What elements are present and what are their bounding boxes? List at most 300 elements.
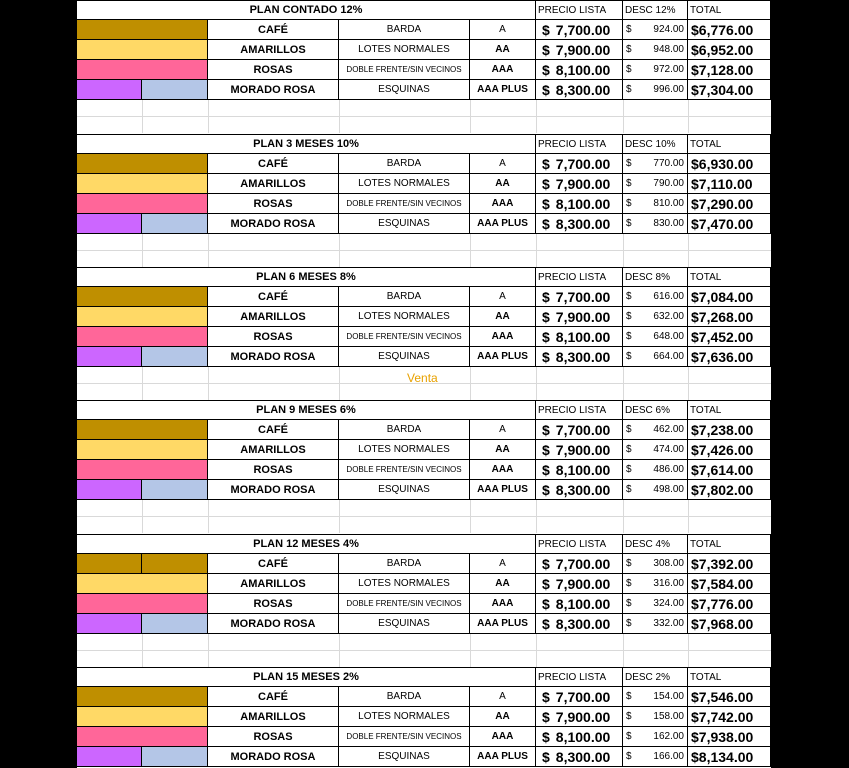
lot-description: ESQUINAS xyxy=(339,214,470,234)
color-swatch xyxy=(77,287,142,307)
discount xyxy=(623,347,688,367)
lot-name: CAFÉ xyxy=(208,687,339,707)
table-row[interactable] xyxy=(77,747,771,767)
list-price xyxy=(536,327,623,347)
table-row[interactable] xyxy=(77,554,771,574)
color-swatch xyxy=(142,727,208,747)
total-header: TOTAL xyxy=(688,267,771,287)
currency-sign: $ xyxy=(542,555,550,572)
currency-sign: $ xyxy=(626,331,632,342)
discount-value: 486.00 xyxy=(653,464,684,475)
color-swatch xyxy=(77,707,142,727)
discount-value: 664.00 xyxy=(653,351,684,362)
lot-name: CAFÉ xyxy=(208,554,339,574)
gridline xyxy=(470,234,471,267)
total-price: $7,802.00 xyxy=(688,480,771,500)
list-price xyxy=(536,480,623,500)
discount xyxy=(623,287,688,307)
color-swatch xyxy=(142,154,208,174)
lot-grade: AA xyxy=(470,307,536,327)
gridline xyxy=(536,100,537,133)
discount xyxy=(623,614,688,634)
gridline xyxy=(623,100,624,133)
total-price: $6,930.00 xyxy=(688,154,771,174)
color-swatch xyxy=(77,347,142,367)
currency-sign: $ xyxy=(626,578,632,589)
list-price-value: 7,700.00 xyxy=(555,155,611,172)
list-price-value: 7,700.00 xyxy=(555,688,611,705)
lot-description: DOBLE FRENTE/SIN VECINOS xyxy=(339,327,470,347)
table-row[interactable] xyxy=(77,327,771,347)
currency-sign: $ xyxy=(542,688,550,705)
discount xyxy=(623,747,688,767)
gridline xyxy=(77,516,771,517)
currency-sign: $ xyxy=(626,711,632,722)
gridline xyxy=(470,100,471,133)
list-price-value: 8,100.00 xyxy=(555,595,611,612)
color-swatch xyxy=(142,747,208,767)
discount xyxy=(623,707,688,727)
gridline xyxy=(208,500,209,533)
discount-value: 154.00 xyxy=(653,691,684,702)
desc-header: DESC 10% xyxy=(623,134,688,154)
currency-sign: $ xyxy=(626,598,632,609)
currency-sign: $ xyxy=(542,61,550,78)
gridline xyxy=(339,234,340,267)
list-price-value: 7,900.00 xyxy=(555,575,611,592)
currency-sign: $ xyxy=(542,175,550,192)
plan-title: PLAN 12 MESES 4% xyxy=(77,534,536,554)
list-price-value: 7,700.00 xyxy=(555,555,611,572)
color-swatch xyxy=(77,307,142,327)
table-row[interactable] xyxy=(77,420,771,440)
total-price: $7,452.00 xyxy=(688,327,771,347)
list-price-value: 7,700.00 xyxy=(555,421,611,438)
lot-grade: AAA PLUS xyxy=(470,214,536,234)
gridline xyxy=(77,650,771,651)
color-swatch xyxy=(142,440,208,460)
list-price xyxy=(536,707,623,727)
plan-title: PLAN CONTADO 12% xyxy=(77,0,536,20)
currency-sign: $ xyxy=(626,464,632,475)
color-swatch xyxy=(142,40,208,60)
color-swatch xyxy=(142,460,208,480)
lot-name: CAFÉ xyxy=(208,154,339,174)
table-row[interactable] xyxy=(77,80,771,100)
gridline xyxy=(688,100,689,133)
total-price: $7,304.00 xyxy=(688,80,771,100)
discount-value: 948.00 xyxy=(653,44,684,55)
list-price xyxy=(536,574,623,594)
color-swatch xyxy=(77,460,142,480)
discount-value: 810.00 xyxy=(653,198,684,209)
lot-grade: A xyxy=(470,420,536,440)
gridline xyxy=(623,234,624,267)
table-row[interactable] xyxy=(77,440,771,460)
total-price: $7,636.00 xyxy=(688,347,771,367)
list-price-value: 7,700.00 xyxy=(555,288,611,305)
lot-name: ROSAS xyxy=(208,327,339,347)
lot-description: ESQUINAS xyxy=(339,747,470,767)
lot-name: ROSAS xyxy=(208,60,339,80)
lot-description: DOBLE FRENTE/SIN VECINOS xyxy=(339,60,470,80)
currency-sign: $ xyxy=(626,311,632,322)
discount-value: 972.00 xyxy=(653,64,684,75)
gridline xyxy=(142,500,143,533)
table-row[interactable] xyxy=(77,574,771,594)
list-price xyxy=(536,287,623,307)
lot-name: AMARILLOS xyxy=(208,307,339,327)
color-swatch xyxy=(77,614,142,634)
currency-sign: $ xyxy=(626,64,632,75)
discount-value: 996.00 xyxy=(653,84,684,95)
list-price xyxy=(536,460,623,480)
discount xyxy=(623,20,688,40)
lot-name: ROSAS xyxy=(208,594,339,614)
desc-header: DESC 6% xyxy=(623,400,688,420)
table-row[interactable] xyxy=(77,687,771,707)
currency-sign: $ xyxy=(542,288,550,305)
color-swatch xyxy=(142,174,208,194)
list-price xyxy=(536,174,623,194)
table-row[interactable] xyxy=(77,347,771,367)
plan-block xyxy=(77,400,771,533)
discount xyxy=(623,727,688,747)
plan-header-row xyxy=(77,534,771,554)
gridline xyxy=(142,634,143,667)
lot-grade: AAA PLUS xyxy=(470,480,536,500)
discount-value: 498.00 xyxy=(653,484,684,495)
color-swatch xyxy=(77,727,142,747)
plan-header-row xyxy=(77,667,771,687)
currency-sign: $ xyxy=(542,708,550,725)
lot-name: AMARILLOS xyxy=(208,707,339,727)
lot-grade: AAA PLUS xyxy=(470,614,536,634)
currency-sign: $ xyxy=(626,424,632,435)
table-row[interactable] xyxy=(77,214,771,234)
discount xyxy=(623,420,688,440)
plan-block xyxy=(77,134,771,267)
discount-value: 162.00 xyxy=(653,731,684,742)
color-swatch xyxy=(77,687,142,707)
currency-sign: $ xyxy=(626,44,632,55)
discount-value: 474.00 xyxy=(653,444,684,455)
lot-description: BARDA xyxy=(339,154,470,174)
color-swatch xyxy=(77,214,142,234)
plan-block xyxy=(77,267,771,400)
gridline xyxy=(623,500,624,533)
plan-title: PLAN 9 MESES 6% xyxy=(77,400,536,420)
total-price: $7,110.00 xyxy=(688,174,771,194)
table-row[interactable] xyxy=(77,480,771,500)
currency-sign: $ xyxy=(542,421,550,438)
table-row[interactable] xyxy=(77,174,771,194)
currency-sign: $ xyxy=(542,41,550,58)
color-swatch xyxy=(142,214,208,234)
precio-lista-header: PRECIO LISTA xyxy=(536,134,623,154)
lot-description: DOBLE FRENTE/SIN VECINOS xyxy=(339,460,470,480)
discount xyxy=(623,174,688,194)
table-row[interactable] xyxy=(77,727,771,747)
color-swatch xyxy=(142,687,208,707)
lot-name: MORADO ROSA xyxy=(208,347,339,367)
table-row[interactable] xyxy=(77,194,771,214)
list-price xyxy=(536,554,623,574)
plan-header-row xyxy=(77,267,771,287)
total-price: $7,584.00 xyxy=(688,574,771,594)
currency-sign: $ xyxy=(542,595,550,612)
total-price: $7,742.00 xyxy=(688,707,771,727)
discount xyxy=(623,480,688,500)
spacer-rows xyxy=(77,367,771,400)
lot-grade: AA xyxy=(470,574,536,594)
color-swatch xyxy=(142,574,208,594)
precio-lista-header: PRECIO LISTA xyxy=(536,267,623,287)
currency-sign: $ xyxy=(626,24,632,35)
list-price xyxy=(536,687,623,707)
color-swatch xyxy=(142,707,208,727)
discount xyxy=(623,460,688,480)
currency-sign: $ xyxy=(542,461,550,478)
gridline xyxy=(536,234,537,267)
gridline xyxy=(339,500,340,533)
lot-name: ROSAS xyxy=(208,194,339,214)
lot-description: DOBLE FRENTE/SIN VECINOS xyxy=(339,594,470,614)
discount-value: 648.00 xyxy=(653,331,684,342)
spacer-rows xyxy=(77,634,771,667)
table-row[interactable] xyxy=(77,307,771,327)
currency-sign: $ xyxy=(626,291,632,302)
list-price-value: 7,700.00 xyxy=(555,21,611,38)
list-price xyxy=(536,80,623,100)
lot-name: MORADO ROSA xyxy=(208,747,339,767)
list-price xyxy=(536,40,623,60)
precio-lista-header: PRECIO LISTA xyxy=(536,400,623,420)
color-swatch xyxy=(142,480,208,500)
color-swatch xyxy=(77,554,142,574)
currency-sign: $ xyxy=(542,21,550,38)
list-price-value: 8,100.00 xyxy=(555,728,611,745)
currency-sign: $ xyxy=(626,198,632,209)
lot-description: ESQUINAS xyxy=(339,347,470,367)
discount xyxy=(623,60,688,80)
lot-name: ROSAS xyxy=(208,460,339,480)
gridline xyxy=(208,100,209,133)
table-row[interactable] xyxy=(77,40,771,60)
lot-grade: AAA PLUS xyxy=(470,747,536,767)
lot-description: ESQUINAS xyxy=(339,480,470,500)
lot-grade: AAA xyxy=(470,60,536,80)
discount xyxy=(623,440,688,460)
total-header: TOTAL xyxy=(688,134,771,154)
total-price: $7,776.00 xyxy=(688,594,771,614)
total-price: $7,268.00 xyxy=(688,307,771,327)
discount xyxy=(623,574,688,594)
table-row[interactable] xyxy=(77,60,771,80)
gridline xyxy=(688,234,689,267)
list-price-value: 8,100.00 xyxy=(555,61,611,78)
currency-sign: $ xyxy=(626,84,632,95)
currency-sign: $ xyxy=(542,348,550,365)
plan-header-row xyxy=(77,134,771,154)
discount xyxy=(623,594,688,614)
list-price-value: 8,300.00 xyxy=(555,481,611,498)
currency-sign: $ xyxy=(626,691,632,702)
list-price xyxy=(536,194,623,214)
lot-name: AMARILLOS xyxy=(208,174,339,194)
currency-sign: $ xyxy=(626,731,632,742)
discount xyxy=(623,307,688,327)
discount xyxy=(623,214,688,234)
lot-grade: A xyxy=(470,20,536,40)
discount xyxy=(623,687,688,707)
color-swatch xyxy=(77,20,142,40)
currency-sign: $ xyxy=(542,481,550,498)
color-swatch xyxy=(142,80,208,100)
gridline xyxy=(142,367,143,400)
gridline xyxy=(536,634,537,667)
plan-title: PLAN 3 MESES 10% xyxy=(77,134,536,154)
lot-grade: AAA xyxy=(470,327,536,347)
gridline xyxy=(536,500,537,533)
list-price-value: 8,300.00 xyxy=(555,348,611,365)
lot-grade: AA xyxy=(470,440,536,460)
list-price-value: 7,900.00 xyxy=(555,308,611,325)
lot-grade: AA xyxy=(470,40,536,60)
currency-sign: $ xyxy=(626,158,632,169)
spacer-rows xyxy=(77,500,771,533)
gridline xyxy=(470,367,471,400)
lot-description: ESQUINAS xyxy=(339,80,470,100)
lot-name: AMARILLOS xyxy=(208,440,339,460)
gridline xyxy=(470,500,471,533)
lot-grade: AAA xyxy=(470,460,536,480)
total-header: TOTAL xyxy=(688,667,771,687)
color-swatch xyxy=(77,60,142,80)
color-swatch xyxy=(77,40,142,60)
discount-value: 632.00 xyxy=(653,311,684,322)
currency-sign: $ xyxy=(542,195,550,212)
lot-description: BARDA xyxy=(339,687,470,707)
list-price xyxy=(536,614,623,634)
list-price xyxy=(536,214,623,234)
venta-label: Venta xyxy=(407,371,438,385)
currency-sign: $ xyxy=(542,748,550,765)
lot-grade: A xyxy=(470,287,536,307)
lot-name: MORADO ROSA xyxy=(208,214,339,234)
gridline xyxy=(339,634,340,667)
discount-value: 770.00 xyxy=(653,158,684,169)
lot-grade: AAA PLUS xyxy=(470,347,536,367)
lot-description: LOTES NORMALES xyxy=(339,574,470,594)
lot-description: ESQUINAS xyxy=(339,614,470,634)
total-price: $7,426.00 xyxy=(688,440,771,460)
color-swatch xyxy=(77,154,142,174)
lot-name: CAFÉ xyxy=(208,420,339,440)
list-price-value: 7,900.00 xyxy=(555,441,611,458)
list-price xyxy=(536,154,623,174)
currency-sign: $ xyxy=(626,351,632,362)
table-row[interactable] xyxy=(77,20,771,40)
lot-description: DOBLE FRENTE/SIN VECINOS xyxy=(339,194,470,214)
lot-grade: AA xyxy=(470,174,536,194)
list-price-value: 7,900.00 xyxy=(555,708,611,725)
price-sheet xyxy=(77,0,771,768)
color-swatch xyxy=(77,80,142,100)
color-swatch xyxy=(77,747,142,767)
total-header: TOTAL xyxy=(688,400,771,420)
total-price: $7,084.00 xyxy=(688,287,771,307)
currency-sign: $ xyxy=(626,218,632,229)
lot-description: LOTES NORMALES xyxy=(339,174,470,194)
table-row[interactable] xyxy=(77,614,771,634)
spacer-rows xyxy=(77,100,771,133)
color-swatch xyxy=(142,347,208,367)
color-swatch xyxy=(77,174,142,194)
gridline xyxy=(208,634,209,667)
list-price xyxy=(536,594,623,614)
color-swatch xyxy=(77,594,142,614)
table-row[interactable] xyxy=(77,707,771,727)
plan-title: PLAN 15 MESES 2% xyxy=(77,667,536,687)
list-price-value: 8,100.00 xyxy=(555,461,611,478)
lot-name: CAFÉ xyxy=(208,287,339,307)
discount-value: 924.00 xyxy=(653,24,684,35)
total-header: TOTAL xyxy=(688,534,771,554)
gridline xyxy=(142,100,143,133)
lot-grade: AAA xyxy=(470,594,536,614)
discount-value: 462.00 xyxy=(653,424,684,435)
discount xyxy=(623,327,688,347)
plan-block xyxy=(77,534,771,667)
precio-lista-header: PRECIO LISTA xyxy=(536,534,623,554)
plan-header-row xyxy=(77,0,771,20)
list-price xyxy=(536,420,623,440)
color-swatch xyxy=(142,594,208,614)
list-price xyxy=(536,347,623,367)
table-row[interactable] xyxy=(77,594,771,614)
color-swatch xyxy=(142,307,208,327)
discount-value: 830.00 xyxy=(653,218,684,229)
lot-grade: A xyxy=(470,687,536,707)
list-price xyxy=(536,20,623,40)
list-price xyxy=(536,60,623,80)
spacer-rows xyxy=(77,234,771,267)
currency-sign: $ xyxy=(542,215,550,232)
table-row[interactable] xyxy=(77,287,771,307)
table-row[interactable] xyxy=(77,154,771,174)
gridline xyxy=(208,234,209,267)
color-swatch xyxy=(142,194,208,214)
list-price-value: 7,900.00 xyxy=(555,175,611,192)
color-swatch xyxy=(77,420,142,440)
discount-value: 616.00 xyxy=(653,291,684,302)
total-header: TOTAL xyxy=(688,0,771,20)
discount-value: 332.00 xyxy=(653,618,684,629)
discount-value: 316.00 xyxy=(653,578,684,589)
color-swatch xyxy=(142,60,208,80)
color-swatch xyxy=(77,440,142,460)
lot-name: CAFÉ xyxy=(208,20,339,40)
color-swatch xyxy=(77,327,142,347)
lot-grade: AA xyxy=(470,707,536,727)
total-price: $7,392.00 xyxy=(688,554,771,574)
table-row[interactable] xyxy=(77,460,771,480)
total-price: $7,546.00 xyxy=(688,687,771,707)
lot-grade: AAA xyxy=(470,727,536,747)
currency-sign: $ xyxy=(626,618,632,629)
currency-sign: $ xyxy=(542,155,550,172)
